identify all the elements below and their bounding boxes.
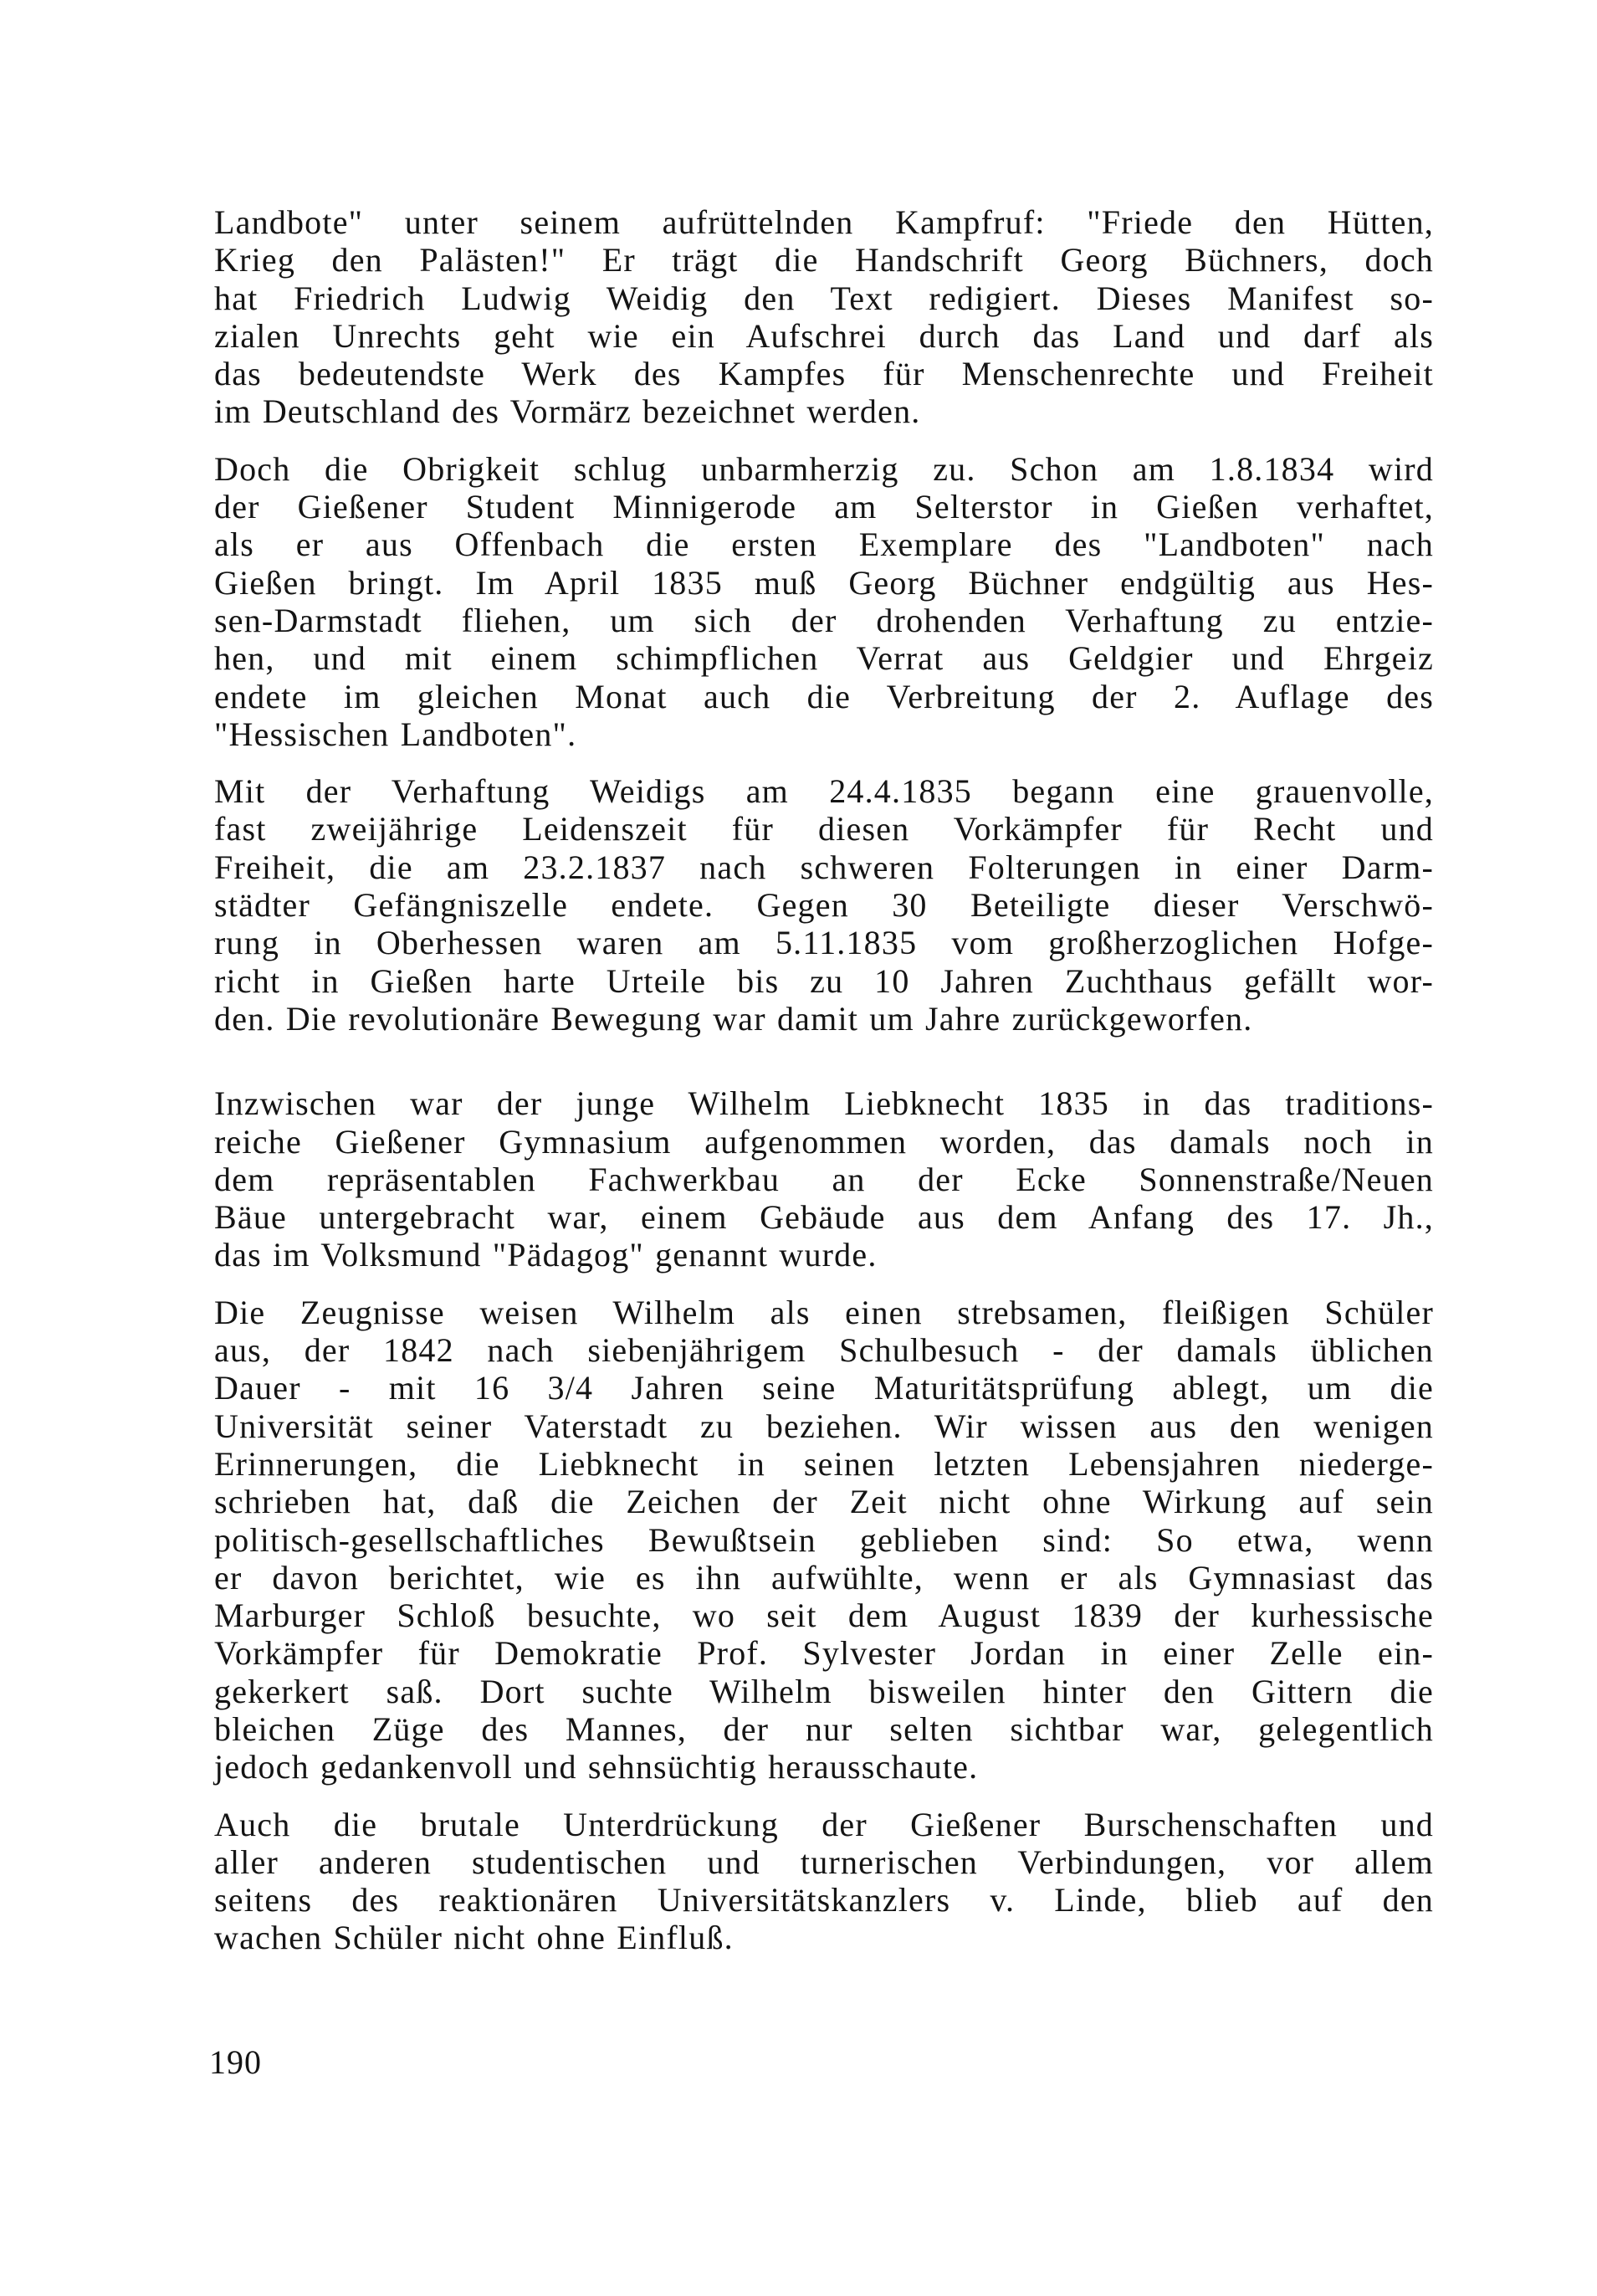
text-line: bleichen Züge des Mannes, der nur selten sichtbar war, gelegentlich — [214, 1709, 1434, 1748]
paragraph-3 — [214, 772, 1434, 1038]
text-line: aus, der 1842 nach siebenjährigem Schulbesuch - der damals üblichen — [214, 1331, 1434, 1370]
page-number: 190 — [209, 2043, 262, 2081]
text-line: er davon berichtet, wie es ihn aufwühlte, wenn er als Gymnasiast das — [214, 1558, 1434, 1596]
text-line: schrieben hat, daß die Zeichen der Zeit nicht ohne Wirkung auf sein — [214, 1483, 1434, 1521]
text-line: dem repräsentablen Fachwerkbau an der Ecke Sonnenstraße/Neuen — [214, 1160, 1434, 1198]
text-line: Freiheit, die am 23.2.1837 nach schweren Folterungen in einer Darm- — [214, 848, 1434, 886]
text-line: Mit der Verhaftung Weidigs am 24.4.1835 begann eine grauenvolle, — [214, 772, 1434, 811]
text-line: der Gießener Student Minnigerode am Selterstor in Gießen verhaftet, — [214, 488, 1434, 526]
paragraph-1 — [214, 203, 1434, 431]
text-line: fast zweijährige Leidenszeit für diesen Vorkämpfer für Recht und — [214, 810, 1434, 848]
text-line: Krieg den Palästen!" Er trägt die Handschrift Georg Büchners, doch — [214, 241, 1434, 279]
paragraph-6 — [214, 1806, 1434, 1957]
text-line: richt in Gießen harte Urteile bis zu 10 Jahren Zuchthaus gefällt wor- — [214, 961, 1434, 1000]
text-line: hen, und mit einem schimpflichen Verrat aus Geldgier und Ehrgeiz — [214, 639, 1434, 678]
text-line: den. Die revolutionäre Bewegung war damit um Jahre zurückgeworfen. — [214, 999, 1253, 1038]
text-line: das im Volksmund "Pädagog" genannt wurde. — [214, 1236, 878, 1274]
text-line: Doch die Obrigkeit schlug unbarmherzig zu. Schon am 1.8.1834 wird — [214, 449, 1434, 488]
text-line: das bedeutendste Werk des Kampfes für Menschenrechte und Freiheit — [214, 355, 1434, 393]
text-line: zialen Unrechts geht wie ein Aufschrei durch das Land und darf als — [214, 316, 1434, 355]
text-line: aller anderen studentischen und turnerischen Verbindungen, vor allem — [214, 1842, 1434, 1881]
text-line: Inzwischen war der junge Wilhelm Liebknecht 1835 in das traditions- — [214, 1084, 1434, 1123]
text-line: politisch-gesellschaftliches Bewußtsein geblieben sind: So etwa, wenn — [214, 1520, 1434, 1559]
text-line: Gießen bringt. Im April 1835 muß Georg Büchner endgültig aus Hes- — [214, 563, 1434, 602]
text-line: Vorkämpfer für Demokratie Prof. Sylvester Jordan in einer Zelle ein- — [214, 1634, 1434, 1673]
text-line: rung in Oberhessen waren am 5.11.1835 vom großherzoglichen Hofge- — [214, 924, 1434, 962]
text-line: im Deutschland des Vormärz bezeichnet werden. — [214, 392, 921, 431]
text-line: Universität seiner Vaterstadt zu beziehen. Wir wissen aus den wenigen — [214, 1407, 1434, 1445]
text-line: jedoch gedankenvoll und sehnsüchtig herausschaute. — [214, 1748, 979, 1786]
text-line: hat Friedrich Ludwig Weidig den Text redigiert. Dieses Manifest so- — [214, 279, 1434, 317]
text-line: Landbote" unter seinem aufrüttelnden Kampfruf: "Friede den Hütten, — [214, 203, 1434, 241]
text-line: städter Gefängniszelle endete. Gegen 30 Beteiligte dieser Verschwö- — [214, 886, 1434, 925]
paragraph-4 — [214, 1084, 1434, 1274]
paragraph-5 — [214, 1294, 1434, 1786]
text-line: als er aus Offenbach die ersten Exemplare des "Landboten" nach — [214, 525, 1434, 564]
text-line: Auch die brutale Unterdrückung der Gießener Burschenschaften und — [214, 1805, 1434, 1843]
text-line: Erinnerungen, die Liebknecht in seinen letzten Lebensjahren niederge- — [214, 1444, 1434, 1483]
text-line: Die Zeugnisse weisen Wilhelm als einen strebsamen, fleißigen Schüler — [214, 1293, 1434, 1331]
text-line: sen-Darmstadt fliehen, um sich der drohenden Verhaftung zu entzie- — [214, 601, 1434, 639]
text-line: "Hessischen Landboten". — [214, 715, 577, 753]
text-line: reiche Gießener Gymnasium aufgenommen worden, das damals noch in — [214, 1122, 1434, 1161]
text-line: endete im gleichen Monat auch die Verbreitung der 2. Auflage des — [214, 677, 1434, 715]
text-line: wachen Schüler nicht ohne Einfluß. — [214, 1919, 734, 1957]
body-text — [214, 203, 1434, 1976]
text-line: Marburger Schloß besuchte, wo seit dem August 1839 der kurhessische — [214, 1596, 1434, 1635]
text-line: seitens des reaktionären Universitätskanzlers v. Linde, blieb auf den — [214, 1881, 1434, 1919]
text-line: Dauer - mit 16 3/4 Jahren seine Maturitätsprüfung ablegt, um die — [214, 1369, 1434, 1407]
paragraph-2 — [214, 450, 1434, 753]
text-line: gekerkert saß. Dort suchte Wilhelm bisweilen hinter den Gittern die — [214, 1672, 1434, 1710]
text-line: Bäue untergebracht war, einem Gebäude aus dem Anfang des 17. Jh., — [214, 1198, 1434, 1237]
